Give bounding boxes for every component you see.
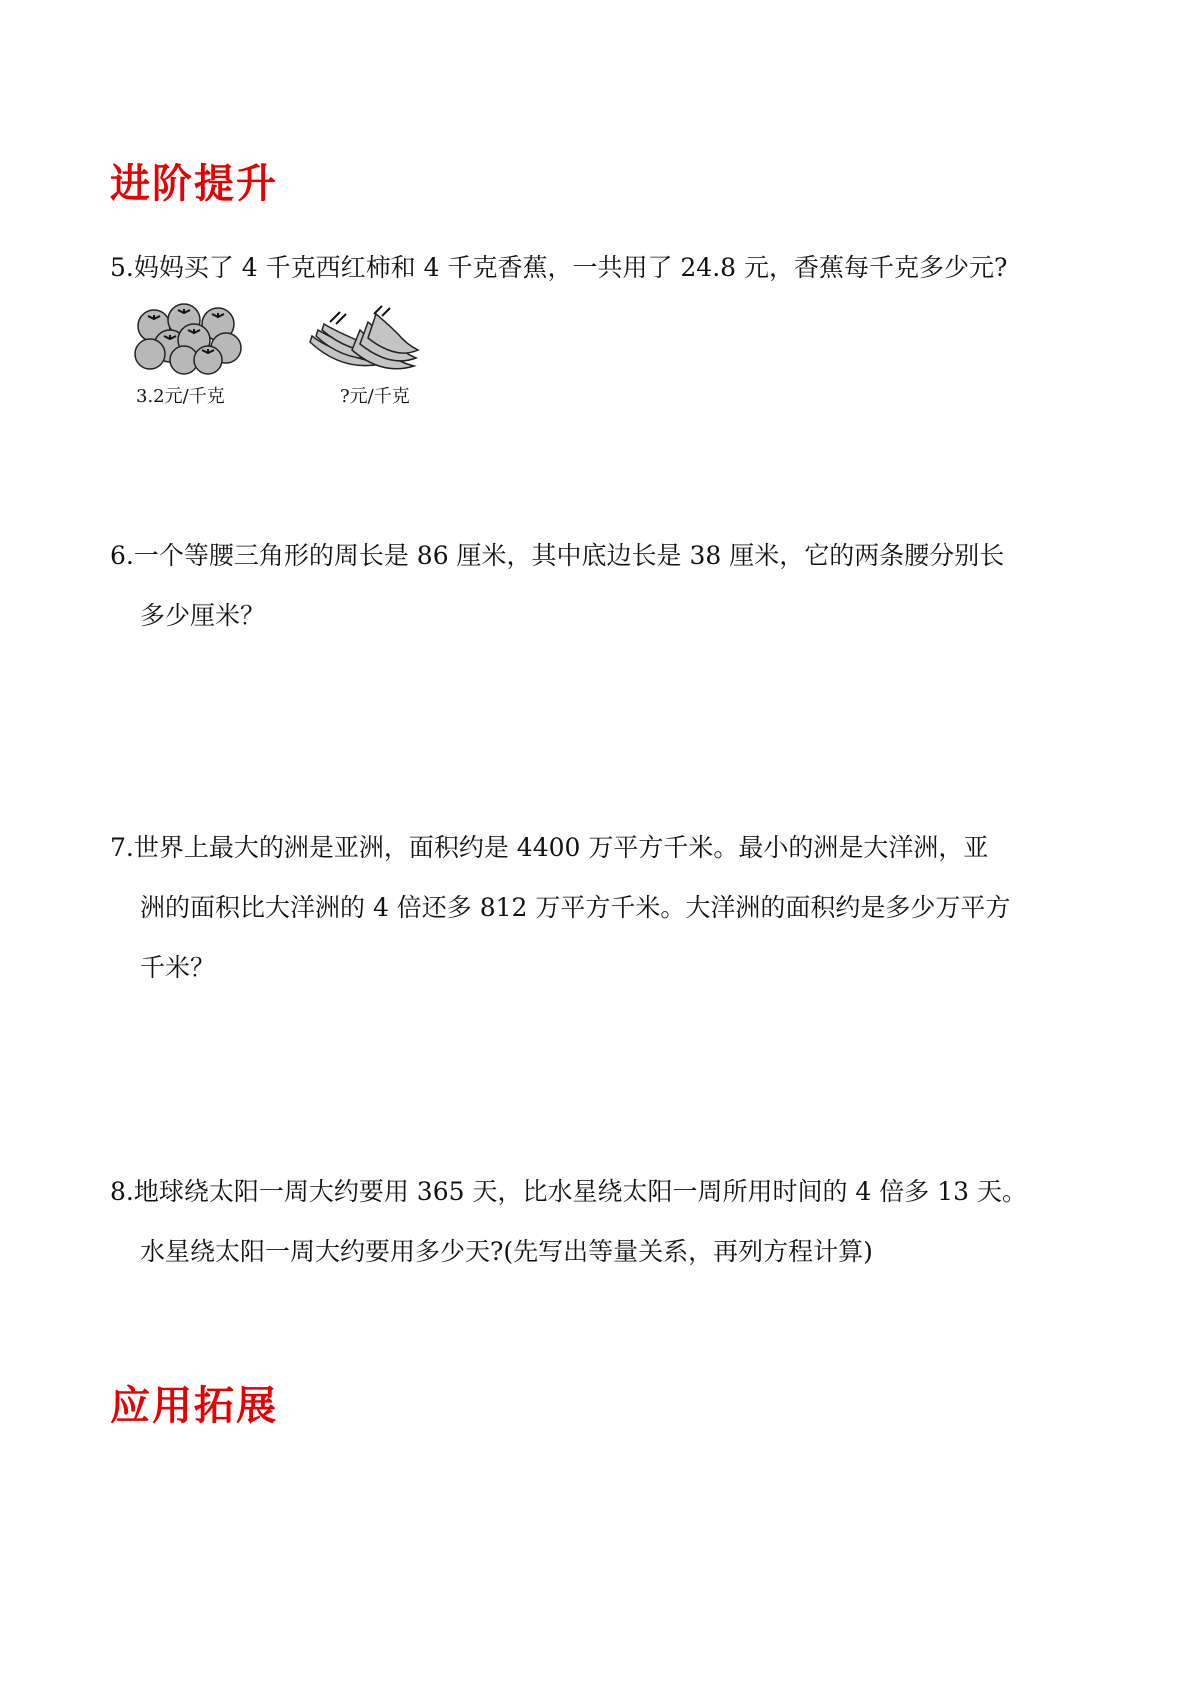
problem-7-line-3: 千米？ (140, 953, 216, 982)
problem-8-line-2: 水星绕太阳一周大约要用多少天?(先写出等量关系，再列方程计算) (140, 1237, 873, 1266)
problem-6-line-1: 6.一个等腰三角形的周长是 86 厘米，其中底边长是 38 厘米，它的两条腰分别长 (110, 541, 1005, 570)
problem-8-line-1: 8.地球绕太阳一周大约要用 365 天，比水星绕太阳一周所用时间的 4 倍多 13 天。 (110, 1177, 1027, 1206)
banana-price-label: ?元/千克 (340, 386, 410, 407)
problem-6 (110, 526, 1110, 646)
tomato-price-label: 3.2元/千克 (136, 386, 225, 407)
problem-6-line-2: 多少厘米？ (140, 601, 266, 630)
problem-7 (110, 818, 1110, 998)
problem-7-line-1: 7.世界上最大的洲是亚洲，面积约是 4400 万平方千米。最小的洲是大洋洲，亚 (110, 833, 989, 862)
problem-5 (110, 238, 1110, 298)
problem-8 (110, 1162, 1110, 1282)
section-title-advanced: 进阶提升 (110, 161, 278, 207)
tomatoes-illustration (130, 300, 245, 375)
problem-7-line-2: 洲的面积比大洋洲的 4 倍还多 812 万平方千米。大洋洲的面积约是多少万平方 (140, 893, 1011, 922)
bananas-illustration (302, 302, 420, 377)
problem-5-line-1: 5.妈妈买了 4 千克西红柿和 4 千克香蕉，一共用了 24.8 元，香蕉每千克多少元? (110, 253, 1008, 282)
section-title-applied: 应用拓展 (110, 1383, 278, 1429)
